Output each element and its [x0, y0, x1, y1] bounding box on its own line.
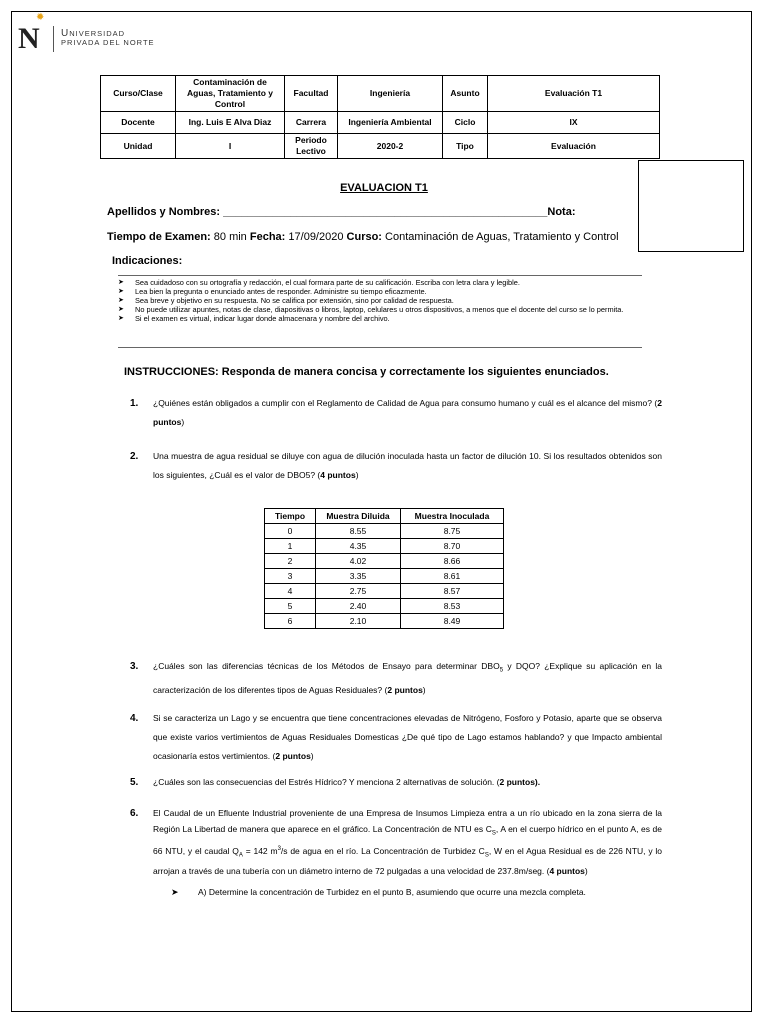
question-1: 1. ¿Quiénes están obligados a cumplir con el Reglamento de Calidad de Agua para consumo humano y cuál es el alcance del mismo? (2 puntos)	[130, 398, 662, 427]
question-3: 3. ¿Cuáles son las diferencias técnicas de los Métodos de Ensayo para determinar $DBO_5$ y DQO? ¿Explique su aplicación en la caracterización de los diferentes tipos de Aguas Residuales? (2 puntos)	[130, 661, 662, 695]
arrow-bullet-icon: ➤	[118, 314, 124, 322]
question-2: 2. Una muestra de agua residual se diluye con agua de dilución inoculada hasta un factor de dilución 10. Si los resultados obtenidos son los siguientes, ¿Cuál es el valor de DBO5? (4 puntos)	[130, 451, 662, 480]
course-info-table	[100, 75, 660, 159]
table-row: 5 2.40 8.53	[265, 599, 504, 614]
arrow-bullet-icon: ➤	[118, 305, 124, 313]
question-6: 6. El Caudal de un Efluente Industrial proveniente de una Empresa de Insumos Limpieza entra a un río ubicado en la zona sierra de la Región La Libertad de manera que aparece en el gráfico. La Concentración de NTU es $C_S$, A en el cuerpo hídrico en el punto A, es de 66 NTU, y el caudal $Q_A = 142$ $m^3/s$ de agua en el río. La Concentración de Turbidez $C_S$, W en el Agua Residual es de 226 NTU, y lo arrojan a través de una tubería con un diámetro interno de 72 pulgadas a una velocidad de 237.8m/seg. (4 puntos)	[130, 808, 663, 876]
arrow-bullet-icon: ➤	[171, 887, 179, 897]
exam-title: EVALUACION T1	[340, 182, 428, 194]
exam-details-line: Tiempo de Examen: 80 min Fecha: 17/09/2020 Curso: Contaminación de Aguas, Tratamiento y Control	[107, 231, 619, 243]
table-row: 3 3.35 8.61	[265, 569, 504, 584]
divider	[118, 275, 642, 276]
list-item: ➤ Si el examen es virtual, indicar lugar donde almacenara y nombre del archivo.	[118, 313, 390, 323]
arrow-bullet-icon: ➤	[118, 287, 124, 295]
table-row: 2 4.02 8.66	[265, 554, 504, 569]
grade-box	[638, 160, 744, 252]
list-item: ➤ Lea bien la pregunta o enunciado antes de responder. Administre su tiempo eficazmente.	[118, 286, 427, 296]
list-item: ➤ Sea cuidadoso con su ortografía y redacción, el cual formara parte de su calificación. Escriba con letra clara y legible.	[118, 278, 520, 287]
sun-icon: ✹	[36, 12, 45, 23]
table-row: 6 2.10 8.49	[265, 614, 504, 629]
arrow-bullet-icon: ➤	[118, 296, 124, 304]
question-4: 4. Si se caracteriza un Lago y se encuentra que tiene concentraciones elevadas de Nitrógeno, Fosforo y Potasio, aparte que se observa que existe varios vertimientos de Aguas Residuales Domesticas ¿De qué tipo de Lago estamos hablando? y que Impacto ambiental ocasionaría estos vertimientos. (2 puntos)	[130, 713, 662, 761]
divider	[118, 347, 642, 348]
logo-n-mark: N	[18, 22, 40, 55]
table-row: Curso/Clase Contaminación de Aguas, Tratamiento y Control Facultad Ingeniería Asunto Evaluación T1	[101, 76, 660, 112]
name-line: Apellidos y Nombres: _____________________________________________________Nota:	[107, 206, 576, 218]
table-header-row: Tiempo Muestra Diluida Muestra Inoculada	[265, 509, 504, 524]
logo-text: UNIVERSIDAD PRIVADA DEL NORTE	[61, 28, 155, 47]
table-row: 0 8.55 8.75	[265, 524, 504, 539]
table-row: 1 4.35 8.70	[265, 539, 504, 554]
table-row: Unidad I Periodo Lectivo 2020-2 Tipo Evaluación	[101, 134, 660, 159]
table-row: Docente Ing. Luis E Alva Diaz Carrera Ingeniería Ambiental Ciclo IX	[101, 112, 660, 134]
arrow-bullet-icon: ➤	[118, 279, 124, 286]
list-item: ➤ No puede utilizar apuntes, notas de clase, diapositivas o libros, laptop, celulares u otros dispositivos, a menos que el docente del curso se lo permita.	[118, 304, 624, 314]
indicaciones-list	[118, 279, 663, 324]
table-row: 4 2.75 8.57	[265, 584, 504, 599]
indicaciones-title: Indicaciones:	[112, 255, 183, 267]
dbo-data-table	[264, 508, 504, 629]
list-item: ➤ Sea breve y objetivo en su respuesta. No se califica por extensión, sino por calidad de respuesta.	[118, 295, 454, 305]
university-logo	[16, 14, 156, 54]
question-5: 5. ¿Cuáles son las consecuencias del Estrés Hídrico? Y menciona 2 alternativas de solución. (2 puntos).	[130, 777, 541, 788]
instructions: INSTRUCCIONES: Responda de manera concisa y correctamente los siguientes enunciados.	[124, 366, 609, 378]
question-6a: ➤ A) Determine la concentración de Turbidez en el punto B, asumiendo que ocurre una mezcla completa.	[171, 884, 662, 900]
